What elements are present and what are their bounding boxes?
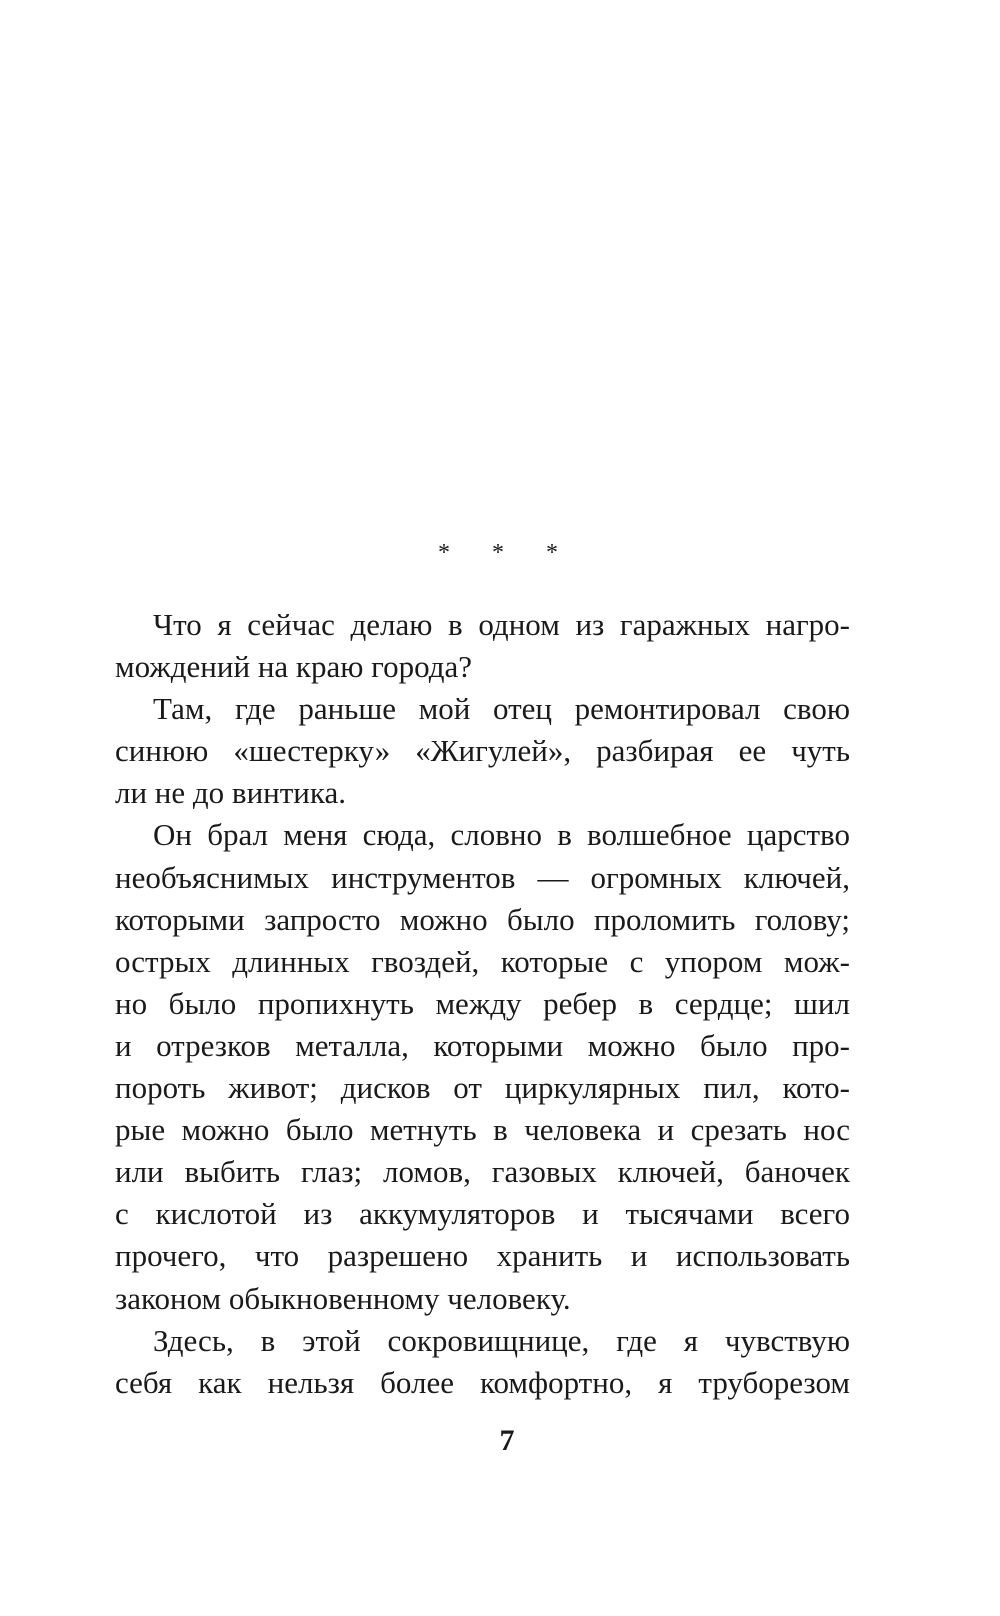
text-line: рые можно было метнуть в человека и срезать нос xyxy=(115,1112,850,1148)
text-line: но было пропихнуть между ребер в сердце; шил xyxy=(115,985,850,1021)
text-line: Там, где раньше мой отец ремонтировал свою xyxy=(153,691,850,727)
section-separator: * * * xyxy=(438,540,576,566)
text-line: или выбить глаз; ломов, газовых ключей, баночек xyxy=(115,1154,850,1190)
text-line: Он брал меня сюда, словно в волшебное царство xyxy=(153,817,850,853)
text-line: себя как нельзя более комфортно, я труборезом xyxy=(115,1364,850,1400)
text-line: прочего, что разрешено хранить и использовать xyxy=(115,1238,850,1274)
text-line: законом обыкновенному человеку. xyxy=(115,1280,571,1316)
text-line: пороть живот; дисков от циркулярных пил, кото- xyxy=(115,1070,850,1106)
text-line: которыми запросто можно было проломить голову; xyxy=(115,901,850,937)
text-line: синюю «шестерку» «Жигулей», разбирая ее чуть xyxy=(115,733,850,769)
body-text xyxy=(115,604,850,1404)
text-line: Что я сейчас делаю в одном из гаражных нагро- xyxy=(153,607,850,642)
text-line: мождений на краю города? xyxy=(115,649,472,685)
text-line: необъяснимых инструментов — огромных ключей, xyxy=(115,859,850,895)
text-line: и отрезков металла, которыми можно было про- xyxy=(115,1027,850,1063)
text-line: ли не до винтика. xyxy=(115,775,346,811)
text-line: Здесь, в этой сокровищнице, где я чувствую xyxy=(153,1322,850,1358)
text-line: острых длинных гвоздей, которые с упором мож- xyxy=(115,943,850,979)
page-number: 7 xyxy=(499,1424,515,1457)
text-line: с кислотой из аккумуляторов и тысячами всего xyxy=(115,1196,850,1232)
